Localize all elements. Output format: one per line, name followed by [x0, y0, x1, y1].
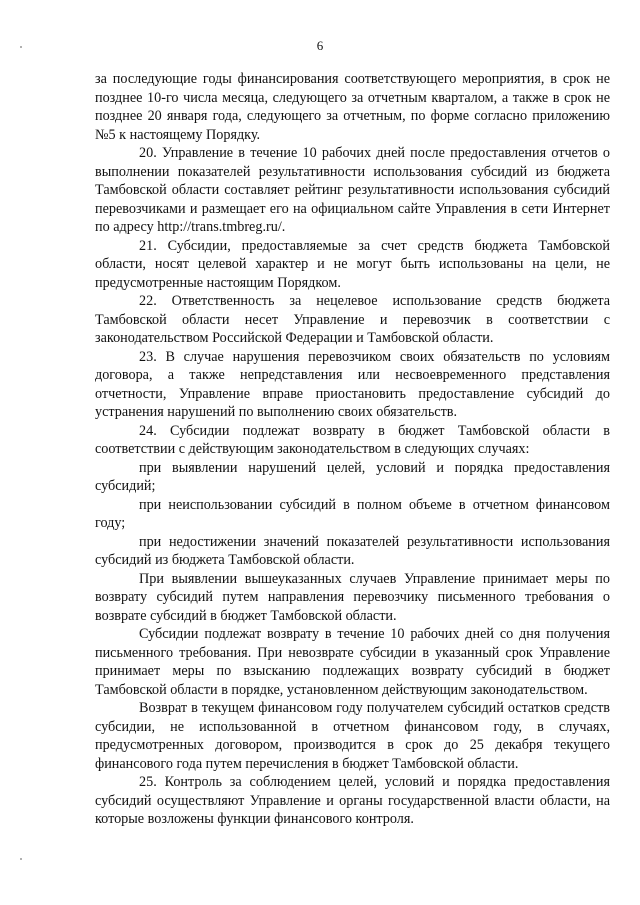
list-item-unused-subsidies: при неиспользовании субсидий в полном объеме в отчетном финансовом году;	[95, 496, 610, 531]
page-number: 6	[316, 38, 324, 53]
paragraph-21: 21. Субсидии, предоставляемые за счет средств бюджета Тамбовской области, носят целевой характер и не могут быть использованы на цели, не предусмотренные настоящим Порядком.	[95, 237, 610, 291]
paragraph-refund-term: Субсидии подлежат возврату в течение 10 рабочих дней со дня получения письменного требования. При невозврате субсидии в указанный срок Управление принимает меры по взысканию подлежащих возврату субсидий в бюджет Тамбовской области в порядке, установленном действующим законодательством.	[95, 626, 610, 698]
paragraph-refund-remainder: Возврат в текущем финансовом году получателем субсидий остатков средств субсидии, не использованной в отчетном финансовом году, в случаях, предусмотренных договором, производится в срок до 25 декабря текущего финансового года путем перечисления в бюджет Тамбовской области.	[95, 700, 610, 772]
list-item-indicators: при недостижении значений показателей результативности использования субсидий из бюджета Тамбовской области.	[95, 533, 610, 568]
paragraph-24: 24. Субсидии подлежат возврату в бюджет Тамбовской области в соответствии с действующим законодательством в следующих случаях:	[95, 422, 610, 457]
list-item-violations: при выявлении нарушений целей, условий и порядка предоставления субсидий;	[95, 459, 610, 494]
body-text	[95, 70, 610, 829]
paragraph-continuation: за последующие годы финансирования соответствующего мероприятия, в срок не позднее 10-го числа месяца, следующего за отчетным кварталом, а также в срок не позднее 20 января года, следующего за отчетным, по форме согласно приложению №5 к настоящему Порядку.	[95, 71, 610, 143]
scan-mark	[20, 858, 22, 860]
paragraph-22: 22. Ответственность за нецелевое использование средств бюджета Тамбовской области несет Управление и перевозчик в соответствии с законодательством Российской Федерации и Тамбовской области.	[95, 293, 610, 346]
paragraph-23: 23. В случае нарушения перевозчиком своих обязательств по условиям договора, а также непредставления или несвоевременного представления отчетности, Управление вправе приостановить предоставление субсидий до устранения нарушений по выполнению своих обязательств.	[95, 348, 610, 420]
scan-mark	[20, 46, 22, 48]
paragraph-refund-measures: При выявлении вышеуказанных случаев Управление принимает меры по возврату субсидий путем направления перевозчику письменного требования о возврате субсидий в бюджет Тамбовской области.	[95, 570, 610, 624]
paragraph-20: 20. Управление в течение 10 рабочих дней после предоставления отчетов о выполнении показателей результативности использования субсидий из бюджета Тамбовской области составляет рейтинг результативности использования субсидий перевозчиками и размещает его на официальном сайте Управления в сети Интернет по адресу http://trans.tmbreg.ru/.	[95, 145, 610, 235]
paragraph-25: 25. Контроль за соблюдением целей, условий и порядка предоставления субсидий осуществляют Управление и органы государственной власти области, на которые возложены функции финансового контроля.	[95, 774, 610, 827]
